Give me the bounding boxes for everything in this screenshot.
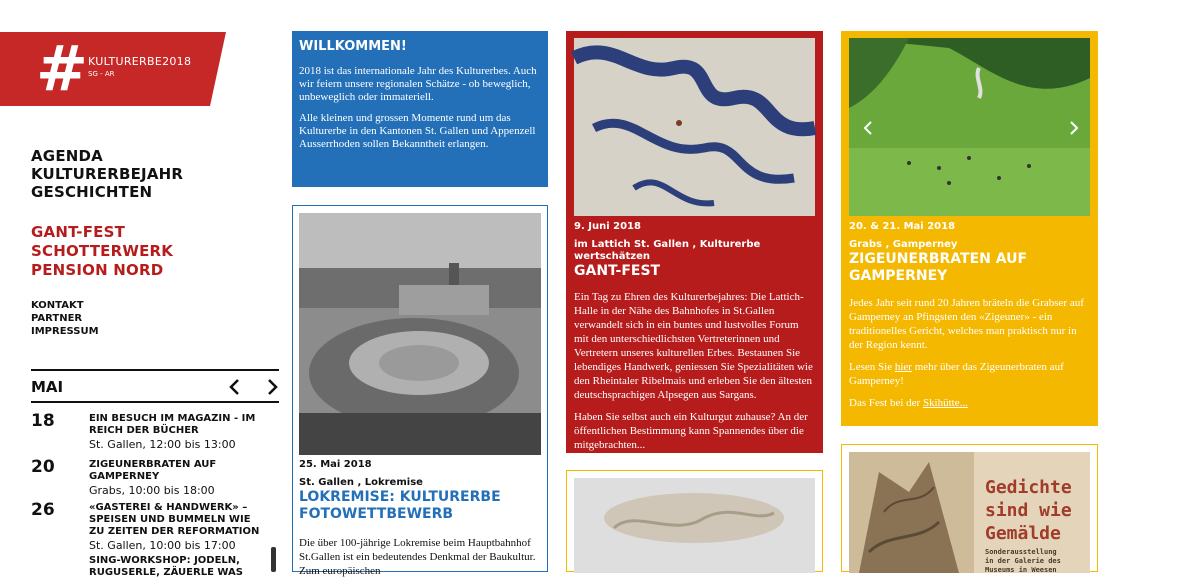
zigeunerbraten-tile[interactable] (841, 31, 1098, 426)
site-logo[interactable] (0, 32, 226, 106)
poster-small-text: Museums in Weesen (985, 566, 1057, 574)
poster-line: sind wie (985, 500, 1072, 521)
nav-item-partner[interactable]: PARTNER (31, 313, 83, 324)
calendar-scrollbar[interactable] (271, 547, 276, 572)
bread-tile[interactable] (566, 470, 823, 572)
event-day: 26 (31, 500, 55, 520)
lokremise-date: 25. Mai 2018 (299, 459, 372, 470)
lokremise-place: St. Gallen , Lokremise (299, 477, 423, 488)
zigeuner-place: Grabs , Gamperney (849, 239, 958, 250)
poster-small-text: in der Galerie des (985, 557, 1061, 565)
zigeuner-paragraph: Das Fest bei der Skihütte... (849, 397, 968, 409)
event-place: Grabs, 10:00 bis 18:00 (89, 484, 215, 497)
welcome-title: WILLKOMMEN! (299, 39, 407, 54)
event-navigation (31, 223, 173, 280)
event-day: 18 (31, 411, 55, 431)
welcome-paragraph: 2018 ist das internationale Jahr des Kulturerbes. Auch wir feiern unsere regionalen Schätze - ob beweglich, unbeweglich oder immateriell. (299, 65, 537, 103)
poster-line: Gemälde (985, 523, 1061, 544)
calendar-event-list (31, 403, 279, 578)
gant-fest-photo (574, 38, 815, 216)
gant-paragraph: Haben Sie selbst auch ein Kulturgut zuhause? An der öffentlichen Bestimmung kann Spannendes über die mitgebrachten... (574, 411, 808, 451)
lokremise-photo (299, 213, 541, 455)
event-title: EIN BESUCH IM MAGAZIN - IM REICH DER BÜCHER (89, 413, 256, 436)
welcome-paragraph: Alle kleinen und grossen Momente rund um das Kulturerbe in den Kantonen St. Gallen und Appenzell Ausserrhoden sollen Bekanntheit erlangen. (299, 112, 536, 150)
logo-hash-symbol: # (36, 32, 88, 105)
nav-item-schotterwerk[interactable]: SCHOTTERWERK (31, 242, 174, 260)
event-place: St. Gallen, 10:00 bis 17:00 (89, 539, 236, 552)
event-title: «GASTEREI & HANDWERK» – SPEISEN UND BUMMELN WIE ZU ZEITEN DER REFORMATION (89, 502, 260, 537)
zigeuner-hier-link[interactable]: hier (894, 361, 912, 373)
chevron-left-icon[interactable] (226, 377, 244, 397)
main-navigation (31, 147, 183, 201)
poster-illustration (849, 452, 974, 573)
gant-title[interactable]: GANT-FEST (574, 263, 661, 279)
lokremise-title[interactable]: LOKREMISE: KULTURERBE FOTOWETTBEWERB (299, 489, 501, 522)
gedichte-tile[interactable] (841, 444, 1098, 572)
poster-line: Gedichte (985, 477, 1072, 498)
gant-paragraph: Ein Tag zu Ehren des Kulturerbejahres: Die Lattich-Halle in der Nähe des Bahnhofes in St.Gallen verwandelt sich in ein buntes und lustvolles Forum mit den unterschiedlichsten Vertreterinnen und Vertretern unseres kulturellen Erbes. Bestaunen Sie lebendiges Handwerk, geniessen Sie Spezialitäten wie den Rheintaler Ribelmais und erleben Sie den ältesten deutschsprachigen Alpsegen aus Sargans. (574, 291, 813, 401)
event-day: 20 (31, 457, 55, 477)
lokremise-text: Die über 100-jährige Lokremise beim Hauptbahnhof St.Gallen ist ein bedeutendes Denkmal der Baukultur. Zum europäischen (299, 537, 536, 577)
lokremise-tile[interactable] (292, 205, 548, 577)
nav-item-pension-nord[interactable]: PENSION NORD (31, 261, 164, 279)
gant-place: im Lattich St. Gallen , Kulturerbe wertschätzen (574, 239, 761, 262)
zigeunerbraten-photo (849, 38, 1090, 216)
nav-item-impressum[interactable]: IMPRESSUM (31, 326, 99, 337)
logo-banner (0, 32, 226, 106)
footer-navigation (31, 299, 99, 338)
nav-item-gant-fest[interactable]: GANT-FEST (31, 223, 126, 241)
chevron-right-icon[interactable] (263, 377, 281, 397)
nav-item-kulturerbejahr[interactable]: KULTURERBEJAHR (31, 165, 184, 183)
zigeuner-date: 20. & 21. Mai 2018 (849, 221, 956, 232)
zigeuner-skihuette-link[interactable]: Skihütte... (922, 397, 968, 409)
gant-date: 9. Juni 2018 (574, 221, 641, 232)
calendar-header (31, 369, 279, 403)
gant-fest-tile[interactable] (566, 31, 823, 453)
nav-item-agenda[interactable]: AGENDA (31, 147, 103, 165)
logo-title: KULTURERBE2018 (88, 55, 192, 68)
zigeuner-paragraph: Jedes Jahr seit rund 20 Jahren bräteln die Grabser auf Gamperney an Pfingsten den «Zigeuner» - ein traditionelles Gericht, welches man praktisch nur in der Region kennt. (849, 297, 1084, 351)
logo-subtitle: SG - AR (88, 70, 115, 78)
welcome-tile (292, 31, 548, 187)
nav-item-geschichten[interactable]: GESCHICHTEN (31, 183, 153, 201)
gedichte-poster (849, 452, 1090, 573)
zigeuner-paragraph: Lesen Sie hier mehr über das Zigeunerbraten auf Gamperney! (849, 361, 1064, 387)
zigeuner-title[interactable]: ZIGEUNERBRATEN AUF GAMPERNEY (849, 251, 1028, 284)
event-calendar (31, 369, 279, 578)
event-place: St. Gallen, 12:00 bis 13:00 (89, 438, 236, 451)
calendar-month: MAI (31, 378, 64, 396)
poster-small-text: Sonderausstellung (985, 548, 1057, 556)
nav-item-kontakt[interactable]: KONTAKT (31, 300, 84, 311)
bread-photo (574, 478, 815, 573)
event-title: SING-WORKSHOP: JODELN, RUGUSERLE, ZÄUERLE WAS (89, 555, 243, 578)
event-title: ZIGEUNERBRATEN AUF GAMPERNEY (89, 459, 217, 482)
